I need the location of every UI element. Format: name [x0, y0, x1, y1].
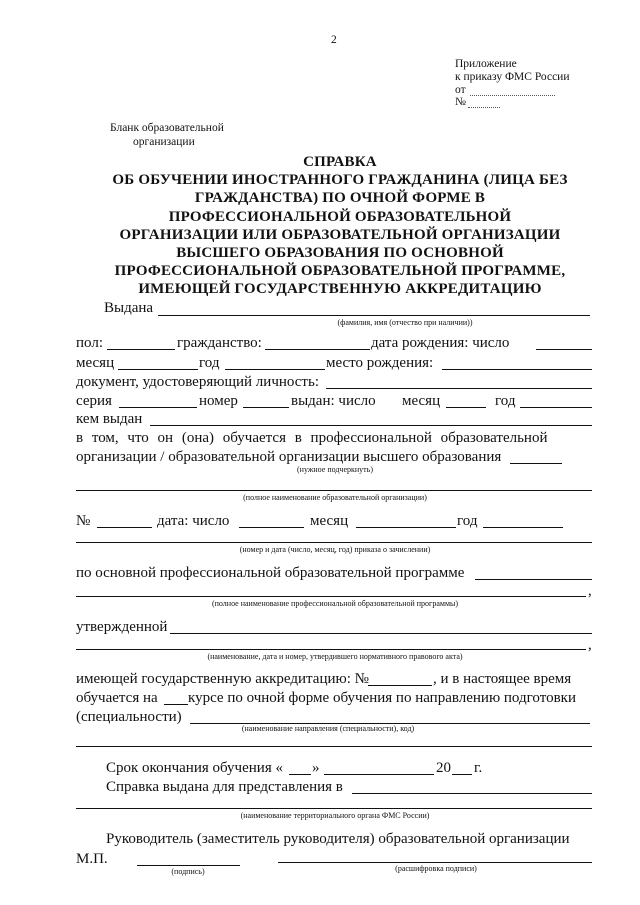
- term-quote: »: [312, 760, 320, 776]
- order-caption: (номер и дата (число, месяц, год) приказа о зачислении): [239, 545, 431, 554]
- program-line-2[interactable]: [76, 596, 586, 597]
- approved-caption: (наименование, дата и номер, утвердившего нормативного правового акта): [207, 652, 463, 661]
- org-name-line[interactable]: [76, 490, 592, 491]
- fms-caption: (наименование территориального органа ФМС России): [240, 811, 430, 820]
- accreditation-suffix: , и в настоящее время: [433, 671, 572, 687]
- sex-label: пол:: [76, 335, 103, 351]
- head-label: Руководитель (заместитель руководителя) образовательной организации: [106, 831, 570, 847]
- program-label: по основной профессиональной образовательной программе: [76, 565, 465, 581]
- title-line-3: ГРАЖДАНСТВА) ПО ОЧНОЙ ФОРМЕ В: [194, 190, 486, 206]
- issued-to-line[interactable]: [158, 315, 590, 316]
- title-line-4: ПРОФЕССИОНАЛЬНОЙ ОБРАЗОВАТЕЛЬНОЙ: [168, 209, 512, 225]
- study-text-line-1: в том, что он (она) обучается в профессиональной образовательной: [76, 430, 548, 446]
- title-line-2: ОБ ОБУЧЕНИИ ИНОСТРАННОГО ГРАЖДАНИНА (ЛИЦА БЕЗ: [112, 172, 568, 188]
- series-label: серия: [76, 393, 112, 409]
- term-year-suffix: г.: [474, 760, 483, 776]
- issued-by-label: кем выдан: [76, 411, 143, 427]
- program-comma: ,: [588, 583, 592, 599]
- order-number-line[interactable]: [97, 527, 152, 528]
- term-year-line[interactable]: [452, 774, 472, 775]
- study-type-line[interactable]: [510, 463, 562, 464]
- title-line-5: ОРГАНИЗАЦИИ ИЛИ ОБРАЗОВАТЕЛЬНОЙ ОРГАНИЗАЦИИ: [119, 227, 561, 243]
- course-text: курсе по очной форме обучения по направлению подготовки: [188, 690, 576, 706]
- birth-year-label: год: [199, 355, 220, 371]
- series-line[interactable]: [119, 407, 197, 408]
- title-line-1: СПРАВКА: [303, 154, 377, 170]
- specialty-caption: (наименование направления (специальности), код): [241, 724, 415, 733]
- course-label: обучается на: [76, 690, 158, 706]
- citizenship-label: гражданство:: [177, 335, 262, 351]
- birth-day-line[interactable]: [536, 349, 592, 350]
- order-number-label: №: [76, 513, 91, 529]
- birth-place-label: место рождения:: [326, 355, 434, 371]
- id-document-label: документ, удостоверяющий личность:: [76, 374, 319, 390]
- issued-year-line[interactable]: [520, 407, 592, 408]
- birth-place-line[interactable]: [442, 369, 592, 370]
- issued-month-line[interactable]: [446, 407, 486, 408]
- issued-day-label: выдан: число: [291, 393, 376, 409]
- order-month-line[interactable]: [356, 527, 456, 528]
- presented-to-line[interactable]: [352, 793, 592, 794]
- decoding-line[interactable]: [278, 862, 592, 863]
- order-year-label: год: [457, 513, 478, 529]
- appendix-date-handwritten: [470, 95, 555, 96]
- term-year-prefix: 20: [436, 760, 451, 776]
- issued-year-label: год: [495, 393, 516, 409]
- approved-line-2[interactable]: [76, 649, 586, 650]
- approved-line-1[interactable]: [170, 633, 592, 634]
- birth-day-label: дата рождения: число: [371, 335, 510, 351]
- title-line-7: ПРОФЕССИОНАЛЬНОЙ ОБРАЗОВАТЕЛЬНОЙ ПРОГРАММЕ,: [114, 263, 566, 279]
- page-number: 2: [331, 34, 337, 46]
- issued-by-line[interactable]: [150, 425, 592, 426]
- program-line-1[interactable]: [475, 579, 592, 580]
- underline-caption: (нужное подчеркнуть): [297, 465, 373, 474]
- term-day-line[interactable]: [289, 774, 311, 775]
- term-label: Срок окончания обучения «: [106, 760, 283, 776]
- signature-line[interactable]: [137, 865, 240, 866]
- accreditation-line[interactable]: [368, 685, 432, 686]
- program-caption: (полное наименование профессиональной образовательной программы): [211, 599, 459, 608]
- order-year-line[interactable]: [483, 527, 563, 528]
- order-extra-line[interactable]: [76, 542, 592, 543]
- issued-to-label: Выдана: [104, 300, 154, 316]
- issued-to-caption: (фамилия, имя (отчество при наличии)): [337, 318, 473, 327]
- id-document-line[interactable]: [326, 388, 592, 389]
- order-day-line[interactable]: [239, 527, 304, 528]
- letterhead-line-1: Бланк образовательной: [110, 122, 224, 134]
- appendix-number-handwritten: [468, 107, 500, 108]
- specialty-extra-line[interactable]: [76, 746, 592, 747]
- presented-to-label: Справка выдана для представления в: [106, 779, 343, 795]
- presented-to-extra-line[interactable]: [76, 808, 592, 809]
- birth-month-line[interactable]: [118, 369, 198, 370]
- course-line[interactable]: [164, 704, 188, 705]
- accreditation-label: имеющей государственную аккредитацию: №: [76, 671, 369, 687]
- number-line[interactable]: [243, 407, 289, 408]
- sex-line[interactable]: [107, 349, 175, 350]
- birth-year-line[interactable]: [225, 369, 325, 370]
- org-name-caption: (полное наименование образовательной организации): [243, 493, 427, 502]
- order-day-label: дата: число: [157, 513, 230, 529]
- birth-month-label: месяц: [76, 355, 115, 371]
- citizenship-line[interactable]: [265, 349, 370, 350]
- specialty-label: (специальности): [76, 709, 182, 725]
- letterhead-line-2: организации: [133, 136, 195, 148]
- appendix-number-prefix: №: [455, 96, 466, 108]
- appendix-line-1: Приложение: [455, 58, 517, 70]
- approved-label: утвержденной: [76, 619, 168, 635]
- title-line-8: ИМЕЮЩЕЙ ГОСУДАРСТВЕННУЮ АККРЕДИТАЦИЮ: [138, 281, 542, 297]
- decoding-caption: (расшифровка подписи): [395, 864, 477, 873]
- signature-caption: (подпись): [171, 867, 205, 876]
- appendix-line-2: к приказу ФМС России: [455, 71, 570, 83]
- number-label: номер: [199, 393, 238, 409]
- title-line-6: ВЫСШЕГО ОБРАЗОВАНИЯ ПО ОСНОВНОЙ: [176, 245, 504, 261]
- term-month-line[interactable]: [324, 774, 434, 775]
- study-text-line-2: организации / образовательной организации высшего образования: [76, 449, 502, 465]
- stamp-label: М.П.: [76, 851, 108, 867]
- approved-comma: ,: [588, 637, 592, 653]
- appendix-date-prefix: от: [455, 84, 466, 96]
- order-month-label: месяц: [310, 513, 349, 529]
- issued-month-label: месяц: [402, 393, 441, 409]
